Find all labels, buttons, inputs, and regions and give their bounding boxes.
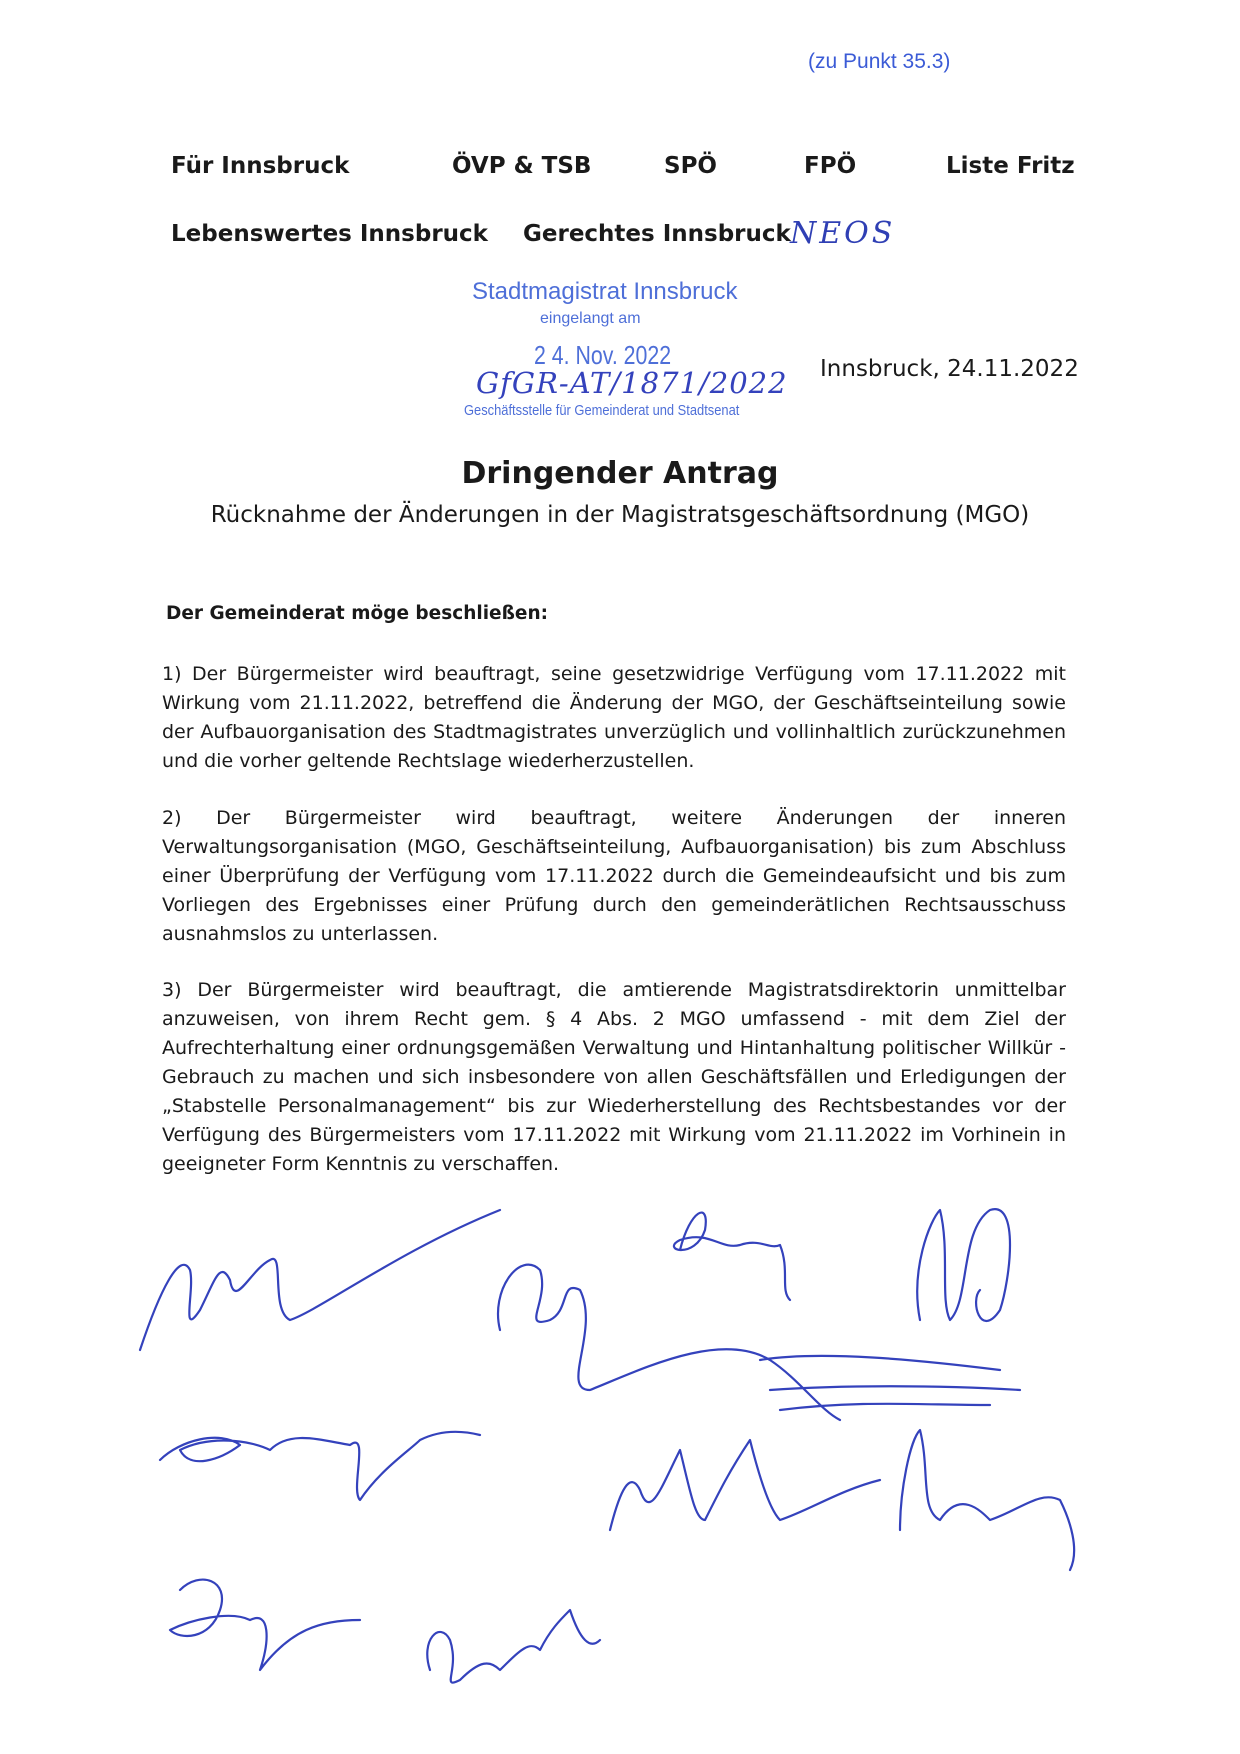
signature-7 — [610, 1440, 880, 1530]
place-date: Innsbruck, 24.11.2022 — [820, 356, 1079, 382]
signature-10 — [427, 1610, 600, 1683]
signature-1 — [140, 1210, 500, 1350]
party-gerechtes-innsbruck: Gerechtes Innsbruck — [523, 221, 791, 247]
stamp-received-label: eingelangt am — [540, 310, 641, 327]
signature-9 — [170, 1580, 360, 1670]
signature-4 — [917, 1209, 1010, 1321]
party-lebenswertes-innsbruck: Lebenswertes Innsbruck — [171, 221, 488, 247]
stamp-date: 2 4. Nov. 2022 — [534, 340, 672, 370]
document-subtitle: Rücknahme der Änderungen in der Magistratsgeschäftsordnung (MGO) — [210, 502, 1030, 528]
stamp-office: Stadtmagistrat Innsbruck — [472, 278, 738, 305]
reference-note: (zu Punkt 35.3) — [808, 50, 951, 73]
signature-5 — [160, 1432, 480, 1500]
signatures — [120, 1190, 1220, 1730]
signature-2 — [498, 1265, 840, 1420]
party-liste-fritz: Liste Fritz — [946, 153, 1075, 179]
document-title: Dringender Antrag — [461, 456, 779, 491]
party-fuer-innsbruck: Für Innsbruck — [171, 153, 350, 179]
signature-3 — [674, 1213, 790, 1300]
stamp-department: Geschäftsstelle für Gemeinderat und Stadtsenat — [464, 402, 740, 419]
paragraph-1: 1) Der Bürgermeister wird beauftragt, seine gesetzwidrige Verfügung vom 17.11.2022 mit Wirkung vom 21.11.2022, betreffend die Änderung der MGO, der Geschäftseinteilung sowie der Aufbauorganisation des Stadtmagistrates unverzüglich und vollinhaltlich zurückzunehmen und die vorher geltende Rechtslage wiederherzustellen. — [162, 663, 1066, 772]
paragraph-2: 2) Der Bürgermeister wird beauftragt, weitere Änderungen der inneren Verwaltungsorganisation (MGO, Geschäftseinteilung, Aufbauorganisation) bis zum Abschluss einer Überprüfung der Verfügung vom 17.11.2022 durch die Gemeindeaufsicht und bis zum Vorliegen des Ergebnisses einer Prüfung durch den gemeinderätlichen Rechtsausschuss ausnahmslos zu unterlassen. — [162, 807, 1066, 945]
stamp-file-number: GfGR-AT/1871/2022 — [476, 366, 788, 400]
paragraph-3: 3) Der Bürgermeister wird beauftragt, die amtierende Magistratsdirektorin unmittelbar anzuweisen, von ihrem Recht gem. § 4 Abs. 2 MGO umfassend - mit dem Ziel der Aufrechterhaltung einer ordnungsgemäßen Verwaltung und Hintanhaltung politischer Willkür - Gebrauch zu machen und sich insbesondere von allen Geschäftsfällen und Erledigungen der „Stabstelle Personalmanagement“ bis zur Wiederherstellung des Rechtsbestandes vor der Verfügung des Bürgermeisters vom 17.11.2022 mit Wirkung vom 21.11.2022 im Vorhinein in geeigneter Form Kenntnis zu verschaffen. — [162, 979, 1066, 1175]
resolution-lead: Der Gemeinderat möge beschließen: — [166, 603, 549, 624]
party-fpoe: FPÖ — [804, 153, 857, 179]
party-spoe: SPÖ — [664, 153, 717, 179]
party-neos-handwritten: NEOS — [790, 216, 896, 251]
signature-8 — [900, 1430, 1074, 1570]
party-oevp-tsb: ÖVP & TSB — [452, 153, 592, 179]
